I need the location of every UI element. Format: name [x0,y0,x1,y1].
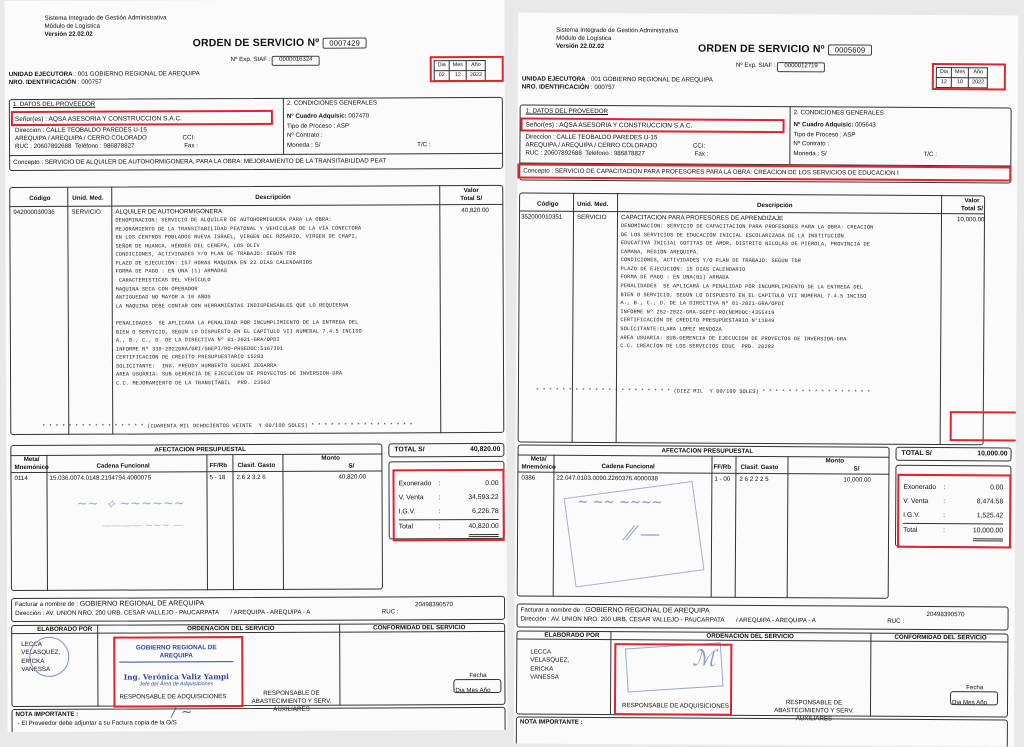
contrato-label: Nº Contrato : [286,131,323,140]
igv-label: I.G.V. [398,508,416,516]
cuadro-value: 005643 [855,121,876,129]
description-line: SOLICITANTE:CLARA LOPEZ MENDOZA [620,326,722,333]
elaborado-header: ELABORADO POR [37,625,93,633]
siaf-number: 0000016324 [272,56,319,66]
date-label-month: Mes [951,68,968,78]
concept-value: SERVICIO DE ALQUILER DE AUTOHORMIGONERA, PARA LA OBRA: MEJORAMIENTO DE LA TRANSITABILIDAD PEAT [44,157,387,166]
col-ffrb: FF/Rb [209,462,227,470]
version: Versión 22.02.02 [44,30,93,38]
conformidad-header: CONFORMIDAD DEL SERVICIO [373,624,466,632]
scribble: / ~ [171,704,193,721]
col-clasif: Clasif. Gasto [237,461,276,470]
phone-value: 986878827 [613,150,645,158]
billing-ruc-label: RUC : [887,617,905,625]
moneda-label: Moneda : [287,141,313,149]
description-line: CERTIFICACIÓN DE CREDITO PRESUPUESTARIO 15283 [115,354,264,361]
col-value-label: Valor [964,197,980,205]
billing-address: AV. UNION NRO. 200 URB. CESAR VALLEJO - PAUCARPATA [551,615,725,624]
resp-adquisiciones: RESPONSABLE DE ADQUISICIONES [621,702,729,710]
item-code: 352000010351 [520,213,563,221]
description-line: EN LOS CENTROS POBLADOS NUEVA ISRAEL, VIRGEN DEL ROSARIO, VIRGEN DE CHAPI, [115,233,359,241]
date-label-day: Dia [434,61,449,71]
resp-adquisiciones: RESPONSABLE DE ADQUISICIONES [119,693,227,701]
col-cadena: Cadena Funcional [96,462,150,470]
order-title [193,37,367,51]
col-value-label: Valor [463,187,479,195]
budget-cadena: 22.047.0103.0090.2260376.4000038 [556,474,658,483]
highlight-blank [950,411,1019,441]
date-label-year: Año [969,68,988,78]
scribble: ℳ [692,646,716,672]
meta-label: Meta/ [23,455,40,464]
order-title-label: ORDEN DE SERVICIO Nº [697,42,825,56]
siaf [231,56,320,66]
moneda-value: S/ [314,141,321,149]
billing-address-label: Dirección : [15,609,45,618]
col-description: Descripción [255,193,291,202]
total-value: 10,000.00 [977,450,1008,458]
resp-abastecimiento: RESPONSABLE DE ABASTECIMIENTO Y SERV. AUXILIARES [774,699,854,722]
moneda-label: Moneda : [793,149,820,158]
billing-address-label: Dirección : [520,615,550,623]
provider-details [15,126,198,151]
billing-ruc: 20498390570 [926,610,965,619]
tipo-label: Tipo de Proceso : [286,122,336,130]
col-monto-cur: S/ [348,462,355,470]
total-value: 40,820.00 [470,445,501,454]
budget-title: AFECTACION PRESUPUESTAL [154,446,246,454]
concept-value: SERVICIO DE CAPACITACION PARA PROFESORES PARA LA OBRA: CREACION DE LOS SERVICIOS DE EDUCACION I [554,167,899,177]
elaborado-name: VELASQUEZ, [530,656,570,665]
module-name: Módulo de Logística [556,34,612,42]
budget-meta: 0114 [14,474,28,483]
exonerado-value: 0.00 [990,484,1004,492]
unit-value: : 001 GOBIERNO REGIONAL DE AREQUIPA [587,75,713,84]
address-label: Direccion : [14,126,45,135]
fax-label: Fax : [184,142,199,150]
col-cadena: Cadena Funcional [601,462,655,471]
provider-details [525,134,708,159]
order-number: 0007429 [322,38,367,50]
budget-monto: 10,000.00 [843,476,871,484]
total-line-label: Total [903,526,918,534]
phone-value: 986878827 [103,142,135,150]
description-line: EDUCATIVA INICIAL GOTITAS DE AMOR, DISTRITO NICOLÁS DE PIÉROLA, PROVINCIA DE [620,240,871,248]
elaborado-header: ELABORADO POR [544,631,600,639]
order-number: 0005609 [828,44,873,56]
unit-value: : 001 GOBIERNO REGIONAL DE AREQUIPA [74,70,200,78]
tipo-value: ASP [336,122,350,130]
cuadro-label: Nº Cuadro Adquisic: [286,112,347,120]
nro-label: NRO. IDENTIFICACIÓN [521,83,590,91]
address-value: CALLE TEOBALDO PAREDES U-15 [45,126,147,134]
senores-label: Señor(es) : [525,121,558,129]
conditions-section-title: 2. CONDICIONES GENERALES [793,109,884,117]
scribble: ~ ~~ ~~~~ [577,494,663,511]
budget-ffrb: 5 - 18 [209,474,226,482]
billing-ruc-label: RUC : [381,608,399,616]
description-line: INFORME Nº 252-2022-GRA-SGEPI-RO(NEMDOC:4355419 [620,308,775,316]
stamp-person: Ing. Verónica Valiz Yampi [123,672,230,682]
col-clasif: Clasif. Gasto [740,463,779,472]
version: Versión 22.02.02 [556,42,605,50]
igv-value: 1,525.42 [976,512,1004,520]
meta-label: Meta/ [530,455,547,463]
nro-label: NRO. IDENTIFICACIÓN [8,78,77,86]
description-line: BIEN O SERVICIO, SEGÚN LO DISPUESTO EN EL CAPÍTULO VII NUMERAL 7.4.5 INCISO [620,291,867,300]
system-info [44,14,166,38]
highlight-signature [614,643,732,716]
highlight-provider [11,110,273,126]
item-value: 10,000.00 [956,216,985,224]
description-line: FORMA DE PAGO : EN UNA(01) ARMADA [620,274,729,282]
tc-label: T/C : [417,141,431,149]
system-info [556,27,678,51]
col-description: Descripción [757,201,793,210]
description-line: AREA USUARIA: SUB-GERENCIA DE EJECUCION DE PROYECTOS DE INVERSION-GRA [620,334,847,343]
col-monto: Monto [321,454,340,462]
mnemonico-label: Mnemónico [14,463,49,471]
total-line-value: 40,820.00 [468,520,498,537]
item-unit: SERVICIO [576,213,607,222]
description-line: BIEN O SERVICIO, SEGÚN LO DISPUESTO EN EL CAPÍTULO VII NUMERAL 7.4.5 INCISO [115,328,362,336]
col-value [961,197,983,213]
scribble: ———— ~~~ — [101,520,184,532]
elaborado-name: VANESSA [530,673,559,681]
siaf-number: 0000012719 [777,62,824,72]
description-line: PLAZO DE EJECUCIÓN: 15 DIAS CALENDARIO [620,266,746,273]
tipo-value: ASP [843,131,856,139]
billing-city: / AREQUIPA - AREQUIPA - A [230,608,311,617]
ruc-value: 20607892688 [543,149,582,157]
totals-lines: Exonerado : 0.00 V. Venta : 8,474.58 I.G.V. : 1,525.42 Total : 10,000.00 [903,481,1003,538]
date-year: 2022 [466,70,485,80]
cci-label: CCI: [182,134,195,142]
description-line: CONDICIONES, ACTIVIDADES Y/O PLAN DE TRABAJO: SEGÚN TDR [115,251,296,258]
exonerado-label: Exonerado [903,483,937,492]
senores-label: Señor(es) : [14,115,48,124]
notes-title: NOTA IMPORTANTE : [15,710,79,719]
address-value: CALLE TEOBALDO PAREDES U-15 [556,133,658,142]
description-line: MAQUINA SECA CON OPERADOR [115,285,198,293]
cuadro-label: Nº Cuadro Adquisic: [793,121,854,129]
fecha-sub: Dia Mes Año [455,686,491,695]
resp-abastecimiento: RESPONSABLE DE ABASTECIMIENTO Y SERV. AUXILIARES [251,689,332,713]
description-line: C.C. CREACION DE LOS SERVICIOS EDUC PRD. 20282 [620,343,775,351]
highlight-totals [897,474,1011,549]
siaf-label: Nº Exp. SIAF : [230,55,271,64]
provider-name: AQSA ASESORIA Y CONSTRUCCION S.A.C. [559,121,693,130]
concept-label: Concepto : [523,167,554,175]
date-label-month: Mes [449,61,466,71]
conditions-section-title: 2. CONDICIONES GENERALES [286,99,377,107]
date-label-year: Año [466,60,485,70]
ordenacion-header: ORDENACION DEL SERVICIO [187,624,275,633]
description-line: DENOMINACION: SERVICIO DE CAPACITACION PARA PROFESORES PARA LA OBRA: CREACIÓN [620,223,874,231]
siaf [736,62,825,72]
service-order-sheet [4,0,507,732]
cuadro-value: 007470 [348,112,370,120]
budget-table [10,443,383,591]
ordenacion-header: ORDENACION DEL SERVICIO [706,632,794,641]
tc-label: T/C : [923,150,937,158]
elaborado-name: LECCA [21,640,42,649]
description-line: CARACTERISTICAS DEL VEHICULO [115,277,211,284]
col-value-sub: Total S/ [460,194,483,202]
billing-city: / AREQUIPA - AREQUIPA - A [735,616,816,625]
module-name: Módulo de Logística [44,22,100,30]
date-label-day: Dia [936,68,951,78]
description-line: SEÑOR DE HUANCA, HÉROES DEL CENEPA, LOS OLIV [115,242,260,250]
unit-label: UNIDAD EJECUTORA [521,75,586,83]
order-title [698,43,872,57]
conditions-details [793,120,937,159]
item-amount-words: * * * * * * * * * * * * * * * * * * * * * (DIEZ MIL Y 00/100 SOLES) * * * * * * * * * * * * * * * * * [535,387,871,396]
city-value: AREQUIPA / AREQUIPA / CERRO COLORADO [14,134,147,143]
order-title-label: ORDEN DE SERVICIO Nº [192,36,320,50]
budget-cadena: 15.036.0074.0148.2194794.4000075 [49,474,152,482]
item-amount-words: * * * * * * * * * * * * * * * * (CUARENTA MIL OCHOCIENTOS VEINTE Y 00/100 SOLES) * * * * * * * * * * * * * * * * [42,422,413,430]
description-line: ANTIGUEDAD NO MAYOR A 10 AÑOS [115,294,211,301]
fax-label: Fax : [694,150,709,158]
date-month: 10 [951,77,968,87]
conformidad-header: CONFORMIDAD DEL SERVICIO [894,633,987,642]
total-label: TOTAL S/ [901,449,932,458]
provider-section-title: 1. DATOS DEL PROVEEDOR [525,107,609,116]
ruc-value: 20607892688 [33,142,72,151]
mnemonico-label: Mnemónico [521,463,556,471]
billing-name-label: Facturar a nombre de : [520,606,584,614]
exonerado-label: Exonerado [398,480,432,488]
ruc-label: RUC : [525,149,543,157]
col-value-sub: Total S/ [961,204,983,213]
budget-monto: 40,820.00 [338,473,367,481]
description-line: CERTIFICACIÓN DE CREDITO PRESUPUESTARIO N°11849 [620,317,775,325]
contrato-label: Nº Contrato : [793,140,830,148]
phone-label: Teléfono : [585,150,613,158]
budget-meta: 0386 [521,474,536,482]
description-line: A., B., C., D. DE LA DIRECTIVA Nº 01-2021-GRA/OPDI [115,336,280,344]
highlight-date [430,56,504,82]
exonerado-value: 0.00 [485,479,499,488]
highlight-provider [521,117,785,133]
v-venta-label: V. Venta [398,494,424,502]
billing-name: GOBIERNO REGIONAL DE AREQUIPA [79,600,205,608]
igv-value: 6,226.78 [472,507,499,515]
igv-label: I.G.V. [903,511,920,519]
executing-unit [9,70,200,86]
total-label: TOTAL S/ [394,446,425,454]
billing-ruc: 20498390570 [415,601,453,609]
billing-address: AV. UNION NRO. 200 URB. CESAR VALLEJO - PAUCARPATA [45,609,219,617]
date-year: 2022 [969,77,988,87]
elaborado-names [530,649,569,683]
conditions-details [287,111,431,150]
v-venta-label: V. Venta [903,497,929,505]
highlight-date [932,63,1006,90]
executing-unit [522,76,713,93]
description-line: LA MAQUINA DEBE CONTAR CON HERRAMIENTAS INDISPENSABLES QUE LO REQUIERAN [115,302,349,310]
nro-value: : 000757 [77,78,102,86]
description-line: PENALIDADES SE APLICARÁ LA PENALIDAD POR INCUMPLIMIENTO DE LA ENTREGA DEL [115,319,359,327]
service-order-sheet [514,12,1018,746]
col-meta [14,456,48,472]
description-line: DENOMINACION: SERVICIO DE ALQUILER DE AUTOHORMIGUERA PARA LA OBRA: [115,216,332,224]
description-line: PLAZO DE EJECUCIÓN: 157 HORAS MAQUINA EN 22 DIAS CALENDARIOS [115,259,313,267]
totals-lines: Exonerado : 0.00 V. Venta : 34,593.22 I.G.V. : 6,226.78 Total : 40,820.00 [398,477,498,534]
stamp-org: GOBIERNO REGIONAL DE AREQUIPA [119,644,233,662]
highlight-signature [113,636,243,708]
v-venta-value: 8,474.58 [976,498,1004,506]
nro-value: : 000757 [590,83,616,91]
item-unit: SERVICIO [71,208,101,216]
elaborado-name: VELASQUEZ, [21,649,61,657]
date-day: 02 [434,70,449,80]
scribble: ~~ ⟡ ~~~~~~ [76,496,185,512]
item-description [620,222,873,352]
billing-name: GOBIERNO REGIONAL DE AREQUIPA [585,606,710,615]
moneda-value: S/ [820,150,827,158]
col-code: Código [537,200,559,208]
col-ffrb: FF/Rb [713,463,732,471]
description-line: C.C. MEJORAMIENTO DE LA TRANSITABIL PRD. 23593 [116,379,271,387]
description-line: A., B., C., D. DE LA DIRECTIVA Nº 01-2021-GRA/OPDI [620,300,785,308]
unit-label: UNIDAD EJECUTORA [8,70,73,79]
tipo-label: Tipo de Proceso : [793,130,842,139]
amount-words: (DIEZ MIL Y 00/100 SOLES) [673,388,759,395]
fecha-sub: Dia Mes Año [952,699,988,707]
seal-mark [29,637,69,677]
description-line: PENALIDADES SE APLICARÁ LA PENALIDAD POR INCUMPLIMIENTO DE LA ENTREGA DEL [620,283,864,291]
provider-section-title: 1. DATOS DEL PROVEEDOR [12,100,96,109]
cci-label: CCI: [692,142,706,150]
billing-address-row [15,608,399,617]
col-value [460,187,482,203]
total-line-label: Total [398,523,414,531]
stamp-role: Jefe del Área de Adquisiciones [139,681,214,688]
concept-label: Concepto : [13,158,44,167]
budget-clasif: 2 6 2 2 2 5 [739,475,769,484]
description-line: AREA USUARIA: SUB GERENCIA DE EJECUCION DE PROYECTOS DE INVERSION-GRA [116,371,343,379]
city-value: AREQUIPA / AREQUIPA / CERRO COLORADO [525,141,658,150]
elaborado-name: VANESSA [21,665,51,674]
item-code: 942000030036 [13,208,55,217]
budget-title: AFECTACION PRESUPUESTAL [661,447,754,455]
system-name: Sistema Integrado de Gestión Administrativa [556,26,679,35]
description-line: INFORME Nº 339-2022GRA/GRI/SGEPI/RO-PHSEDOC:5167391 [115,345,284,353]
siaf-label: Nº Exp. SIAF : [735,61,776,70]
fecha-label: Fecha [469,671,487,680]
description-line: MEJORAMIENTO DE LA TRANSITABILIDAD PEATONAL Y VEHICULAR DE LA VÍA CONECTORA [115,225,362,233]
phone-label: Teléfono : [74,142,102,150]
date-month: 12 [449,70,466,80]
amount-words: (CUARENTA MIL OCHOCIENTOS VEINTE Y 00/100 SOLES) [147,422,308,430]
notes-line: - El Proveedor debe adjuntar a su Factura copia de la O/S [17,719,177,728]
billing-name-label: Facturar a nombre de : [15,600,78,609]
item-title: ALQUILER DE AUTOHORMIGONERA [115,208,223,216]
fecha-label: Fecha [966,684,984,692]
date-day: 12 [936,77,951,87]
item-value: 40,820.00 [461,206,489,215]
item-description [115,216,362,389]
description-line: CAMANA, REGIÓN AREQUIPA. [620,248,700,256]
ruc-label: RUC : [15,143,32,151]
item-title: CAPACITACION PARA PROFESORES DE APRENDIZAJE [620,214,784,223]
address-label: Direccion : [525,133,555,141]
budget-ffrb: 1 - 00 [714,475,731,483]
highlight-concept [517,163,1011,181]
highlight-totals [392,469,504,541]
col-monto: Monto [825,457,845,465]
elaborado-name: ERICKA [530,665,554,673]
elaborado-name: LECCA [530,648,551,656]
elaborado-name: ERICKA [21,657,45,665]
description-line: DE LOS SERVICIOS DE EDUCACIÓN INICIAL ESCOLARIZADA DE LA INSTITUCIÓN [620,231,844,240]
concept-row [13,157,386,166]
description-line: SOLICITANTE: ING. FREDDY HUMBERTO SUCARI ZEGARRA [115,362,277,370]
col-monto-cur: S/ [853,465,860,473]
notes-box [516,716,1008,746]
notes-title: NOTA IMPORTANTE : [519,718,583,726]
system-name: Sistema Integrado de Gestión Administrativa [44,14,167,22]
col-meta [521,456,555,472]
col-code: Código [29,194,51,202]
v-venta-value: 34,593.22 [468,493,499,501]
description-line: CONDICIONES, ACTIVIDADES Y/O PLAN DE TRABAJO: SEGÚN TDR [620,257,802,265]
col-unit: Unid. Med. [577,200,609,209]
col-unit: Unid. Med. [72,194,104,202]
description-line: FORMA DE PAGO : EN UNA (1) ARMADAS [115,268,228,276]
scribble: ⁄⁄ — [626,521,661,546]
total-line-value: 10,000.00 [973,524,1003,541]
budget-clasif: 2.6 2 3.2 6 [236,473,266,482]
provider-name: AQSA ASESORIA Y CONSTRUCCION S.A.C. [48,115,182,123]
